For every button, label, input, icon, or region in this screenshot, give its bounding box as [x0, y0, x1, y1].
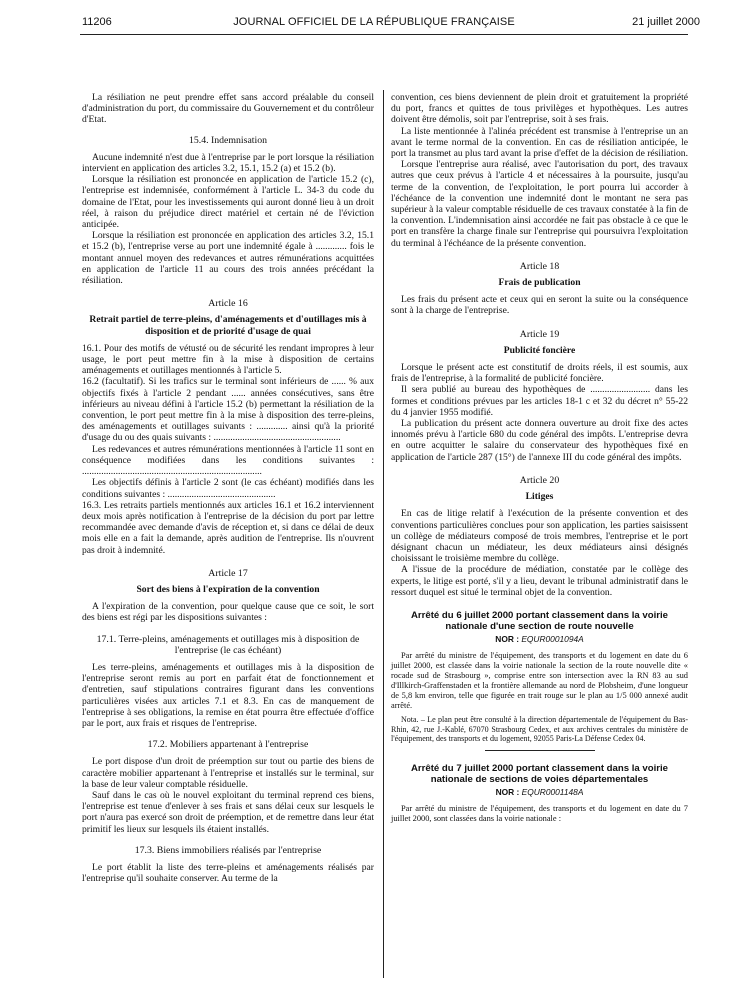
article-title: Retrait partiel de terre-pleins, d'aménagements et d'outillages mis à disposition et de priorité d'usage de quai	[89, 314, 367, 337]
paragraph: La publication du présent acte donnera ouverture au droit fixe des actes innomés prévu à l'article 680 du code général des impôts. L'entreprise devra en outre acquitter le salaire du conservateur des hypothèques fixé en application de l'article 287 (15°) de l'annexe III du code général des impôts.	[391, 418, 688, 463]
paragraph: La résiliation ne peut prendre effet sans accord préalable du conseil d'administration du port, du commissaire du Gouvernement et du contrôleur d'Etat.	[82, 92, 374, 126]
paragraph: A l'issue de la procédure de médiation, constatée par le collège des experts, le litige est porté, s'il y a lieu, devant le tribunal administratif dans le ressort duquel est situé le terminal objet de la convention.	[391, 564, 688, 598]
nor-code: EQUR0001148A	[521, 786, 584, 797]
section-heading: 17.1. Terre-pleins, aménagements et outillages mis à disposition de l'entreprise (le cas échéant)	[96, 633, 360, 656]
paragraph: Il sera publié au bureau des hypothèques de ......................... dans les formes et conditions prévues par les articles 18-1 c et 32 du décret n° 55-22 du 4 janvier 1955 modifié.	[391, 384, 688, 418]
section-heading: 15.4. Indemnisation	[188, 134, 268, 146]
paragraph: Lorsque la résiliation est prononcée en application de l'article 15.2 (c), l'entreprise est indemnisée, conformément à l'article L. 34-3 du code du domaine de l'Etat, pour les investissements qui auront donné lieu à un droit réel, à raison du préjudice direct matériel et certain né de l'éviction anticipée.	[82, 174, 374, 231]
paragraph: A l'expiration de la convention, pour quelque cause que ce soit, le sort des biens est régi par les dispositions suivantes :	[82, 601, 374, 624]
column-divider	[383, 90, 384, 978]
paragraph: Aucune indemnité n'est due à l'entreprise par le port lorsque la résiliation intervient en application des articles 3.2, 15.1, 15.2 (a) et 15.2 (b).	[82, 151, 374, 175]
right-column	[391, 92, 688, 824]
decree-note: Nota. – Le plan peut être consulté à la direction départementale de l'équipement du Bas-Rhin, 42, rue J.-Kablé, 67070 Strasbourg Cedex, et aux archives centrales du ministère de l'équipement, des transports et du logement, 92055 Paris-La Défense Cedex 04.	[391, 715, 688, 744]
decree-title: Arrêté du 6 juillet 2000 portant classement dans la voirie nationale d'une section de route nouvelle	[411, 609, 668, 632]
nor-reference: NOR : EQUR0001148A	[495, 786, 584, 797]
header-rule	[80, 34, 688, 35]
paragraph: Lorsque la résiliation est prononcée en application des articles 3.2, 15.1 et 15.2 (b), l'entreprise verse au port une indemnité égale à ............. fois le montant annuel moyen des redevances et autres rémunérations acquittées en application de l'article 11 au cours des trois années précédant la résiliation.	[82, 230, 374, 287]
paragraph: Les frais du présent acte et ceux qui en seront la suite ou la conséquence sont à la charge de l'entreprise.	[391, 294, 688, 317]
article-title: Litiges	[525, 491, 554, 503]
article-heading: Article 20	[519, 474, 560, 486]
paragraph: 16.3. Les retraits partiels mentionnés aux articles 16.1 et 16.2 interviennent deux mois après notification à l'entreprise de la décision du port par lettre recommandée avec demande d'avis de réception et, si dans ce délai de deux mois elle en a fait la demande, après audition de l'entreprise. Ils n'ouvrent pas droit à indemnité.	[82, 499, 374, 556]
nor-code: EQUR0001094A	[521, 633, 584, 644]
paragraph: La liste mentionnée à l'alinéa précédent est transmise à l'entreprise un an avant le terme normal de la convention. En cas de résiliation anticipée, le port la transmet au plus tard avant la prise d'effet de la décision de résiliation.	[391, 125, 688, 160]
paragraph: Le port dispose d'un droit de préemption sur tout ou partie des biens de caractère mobilier appartenant à l'entreprise et installés sur le terminal, sur la base de leur valeur comptable résiduelle.	[82, 756, 374, 790]
section-heading: 17.2. Mobiliers appartenant à l'entreprise	[147, 739, 309, 751]
article-heading: Article 18	[519, 260, 560, 272]
paragraph: En cas de litige relatif à l'exécution de la présente convention et des conventions particulières conclues pour son application, les parties saisissent un collège de médiateurs composé de trois membres, l'entreprise et le port désignant chacun un médiateur, les deux médiateurs ainsi désignés choisissant le troisième membre du collège.	[391, 508, 688, 565]
paragraph: convention, ces biens deviennent de plein droit et gratuitement la propriété du port, francs et quittes de tous privilèges et hypothèques. Les autres doivent être démolis, soit par l'entreprise, soit à ses frais.	[391, 92, 688, 126]
article-heading: Article 17	[208, 567, 248, 579]
decree-title: Arrêté du 7 juillet 2000 portant classement dans la voirie nationale de sections de voies départementales	[411, 762, 668, 785]
paragraph: 16.1. Pour des motifs de vétusté ou de sécurité les rendant impropres à leur usage, le port peut mettre fin à la mise à disposition de certains aménagements et outillages mentionnés à l'article 5.	[82, 342, 374, 377]
journal-title: JOURNAL OFFICIEL DE LA RÉPUBLIQUE FRANÇAISE	[233, 16, 515, 28]
paragraph: Les objectifs définis à l'article 2 sont (le cas échéant) modifiés dans les conditions suivantes : .............................................	[82, 477, 374, 500]
separator	[485, 750, 595, 751]
paragraph: Sauf dans le cas où le nouvel exploitant du terminal reprend ces biens, l'entreprise est tenue d'enlever à ses frais et sans délai ceux sur lesquels le port n'aura pas exercé son droit de préemption, et de remettre dans leur état primitif les lieux sur lesquels ils étaient installés.	[82, 789, 374, 835]
section-heading: 17.3. Biens immobiliers réalisés par l'entreprise	[134, 844, 322, 856]
article-heading: Article 16	[208, 298, 248, 310]
article-heading: Article 19	[519, 328, 560, 340]
paragraph: Lorsque le présent acte est constitutif de droits réels, il est soumis, aux frais de l'entreprise, à la formalité de publicité foncière.	[391, 362, 688, 385]
left-column	[82, 92, 374, 884]
paragraph: Les terre-pleins, aménagements et outillages mis à la disposition de l'entreprise seront remis au port en parfait état de fonctionnement et d'entretien, sauf stipulations contraires figurant dans les conventions particulières visées aux articles 7.1 et 8.3. En cas de manquement de l'entreprise à ses obligations, la remise en état pourra être effectuée d'office par le port, aux frais et risques de l'entreprise.	[82, 661, 374, 729]
paragraph: Le port établit la liste des terre-pleins et aménagements réalisés par l'entreprise qu'il souhaite conserver. Au terme de la	[82, 861, 374, 885]
article-title: Frais de publication	[498, 277, 581, 289]
decree-text: Par arrêté du ministre de l'équipement, des transports et du logement en date du 7 juillet 2000, sont classées dans la voirie nationale :	[391, 804, 688, 824]
paragraph: Lorsque l'entreprise aura réalisé, avec l'autorisation du port, des travaux autres que ceux prévus à l'article 4 et nécessaires à la poursuite, jusqu'au terme de la convention, de l'exploitation, le port pourra lui accorder à l'échéance de la convention une indemnité dont le montant ne sera pas supérieur à la valeur comptable résiduelle de ces travaux constatée à la fin de la convention. L'indemnisation ainsi accordée ne fait pas obstacle à ce que le port en transfère la charge finale sur l'entreprise qui poursuivra l'exploitation du terminal à l'échéance de la présente convention.	[391, 159, 688, 249]
paragraph: Les redevances et autres rémunérations mentionnées à l'article 11 sont en conséquence modifiées dans les conditions suivantes : ...........................................................................	[82, 443, 374, 478]
article-title: Sort des biens à l'expiration de la convention	[136, 583, 320, 595]
issue-date: 21 juillet 2000	[632, 16, 700, 28]
page-number: 11206	[82, 16, 112, 28]
article-title: Publicité foncière	[503, 344, 576, 356]
decree-text: Par arrêté du ministre de l'équipement, des transports et du logement en date du 6 juillet 2000, est classée dans la voirie nationale la section de la route nouvelle dite « rocade sud de Strasbourg », comprise entre son intersection avec la RN 83 au sud d'Illkirch-Graffenstaden et la frontière allemande au nord de Plobsheim, d'une longueur de 5,8 km environ, telle que figurée en trait rouge sur le plan au 1/5 000 annexé audit arrêté.	[391, 651, 688, 711]
paragraph: 16.2 (facultatif). Si les trafics sur le terminal sont inférieurs de ...... % aux objectifs fixés à l'article 2 pendant ...... années consécutives, sans être inférieurs au niveau défini à l'article 15.2 (b) permettant la résiliation de la convention, le port peut mettre fin à la mise à disposition des terre-pleins, des aménagements et outillages suivants : ............. ainsi qu'à la priorité d'usage du ou des quais suivants : .....................................................	[82, 376, 374, 444]
page-header	[0, 0, 748, 42]
nor-reference: NOR : EQUR0001094A	[495, 633, 584, 644]
